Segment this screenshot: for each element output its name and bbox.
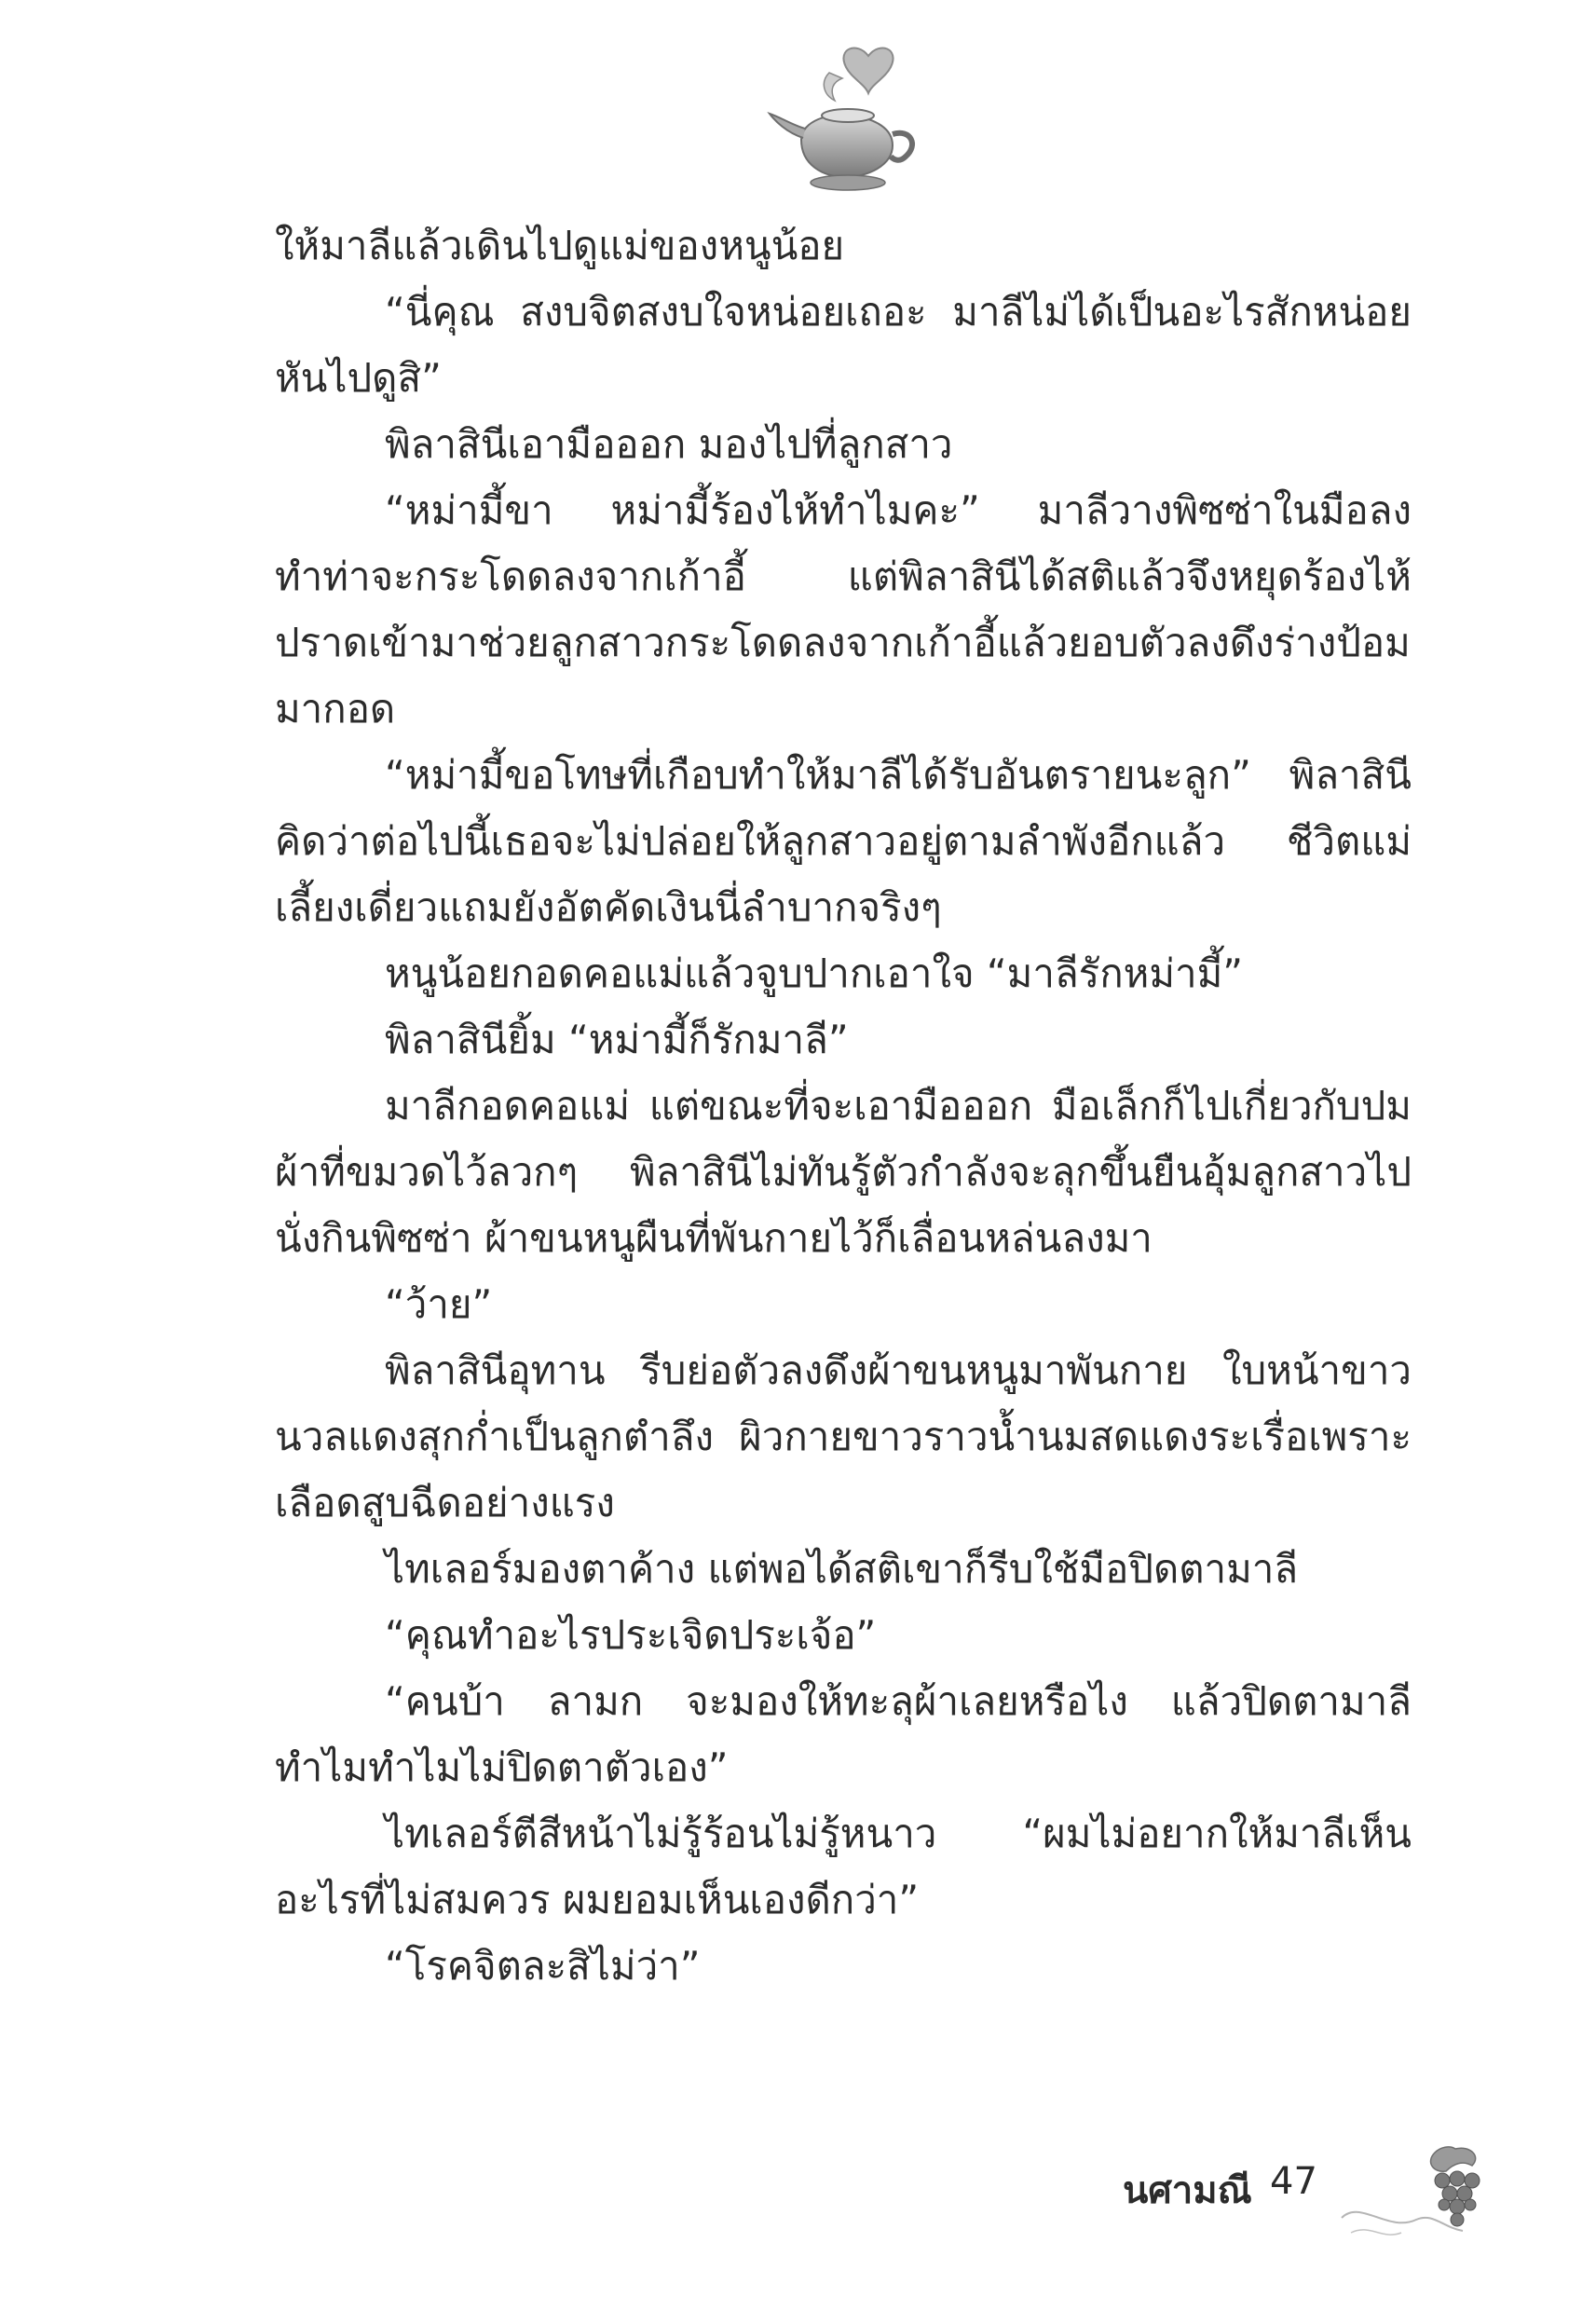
paragraph: “นี่คุณ สงบจิตสงบใจหน่อยเถอะ มาลีไม่ได้เป็นอะไรสักหน่อย หันไปดูสิ” [275,289,1412,401]
page-number: 47 [1270,2160,1317,2203]
paragraph: “หม่ามี้ขา หม่ามี้ร้องไห้ทำไมคะ” มาลีวางพิซซ่าในมือลง ทำท่าจะกระโดดลงจากเก้าอี้ แต่พิลาสินีได้สติแล้วจึงหยุดร้องไห้ ปราดเข้ามาช่วยลูกสาวกระโดดลงจากเก้าอี้แล้วยอบตัวลงดึงร่างป้อมมากอด [275,487,1412,732]
paragraph: มาลีกอดคอแม่ แต่ขณะที่จะเอามือออก มือเล็กก็ไปเกี่ยวกับปมผ้าที่ขมวดไว้ลวกๆ พิลาสินีไม่ทันรู้ตัวกำลังจะลุกขึ้นยืนอุ้มลูกสาวไปนั่งกินพิซซ่า ผ้าขนหนูผืนที่พันกายไว้ก็เลื่อนหล่นลงมา [275,1083,1412,1261]
paragraph: พิลาสินียิ้ม “หม่ามี้ก็รักมาลี” [385,1017,849,1062]
paragraph: “โรคจิตละสิไม่ว่า” [385,1943,701,1989]
paragraph: “หม่ามี้ขอโทษที่เกือบทำให้มาลีได้รับอันตรายนะลูก” พิลาสินีคิดว่าต่อไปนี้เธอจะไม่ปล่อยให้ลูกสาวอยู่ตามลำพังอีกแล้ว ชีวิตแม่เลี้ยงเดี่ยวแถมยังอัตคัดเงินนี่ลำบากจริงๆ [275,752,1412,930]
teapot-with-heart-ornament-icon [764,35,932,203]
paragraph: “คุณทำอะไรประเจิดประเจ้อ” [385,1612,877,1658]
paragraph: พิลาสินีเอามือออก มองไปที่ลูกสาว [385,421,953,467]
paragraph: “คนบ้า ลามก จะมองให้ทะลุผ้าเลยหรือไง แล้วปิดตามาลีทำไมทำไมไม่ปิดตาตัวเอง” [275,1678,1412,1790]
paragraph: หนูน้อยกอดคอแม่แล้วจูบปากเอาใจ “มาลีรักหม่ามี้” [385,950,1244,996]
paragraph: ไทเลอร์ตีสีหน้าไม่รู้ร้อนไม่รู้หนาว “ผมไม่อยากให้มาลีเห็นอะไรที่ไม่สมควร ผมยอมเห็นเองดีกว่า” [275,1811,1412,1922]
grape-cluster-ornament-icon [1323,2143,1509,2246]
page-footer [1123,2143,1514,2255]
book-title: นศามณี [1123,2169,1252,2212]
paragraph: ให้มาลีแล้วเดินไปดูแม่ของหนูน้อย [275,223,845,268]
paragraph: “ว้าย” [385,1281,493,1327]
paragraph: ไทเลอร์มองตาค้าง แต่พอได้สติเขาก็รีบใช้มือปิดตามาลี [385,1546,1299,1592]
body-text [275,212,1412,1999]
paragraph: พิลาสินีอุทาน รีบย่อตัวลงดึงผ้าขนหนูมาพันกาย ใบหน้าขาวนวลแดงสุกก่ำเป็นลูกตำลึง ผิวกายขาวราวน้ำนมสดแดงระเรื่อเพราะเลือดสูบฉีดอย่างแรง [275,1347,1412,1525]
